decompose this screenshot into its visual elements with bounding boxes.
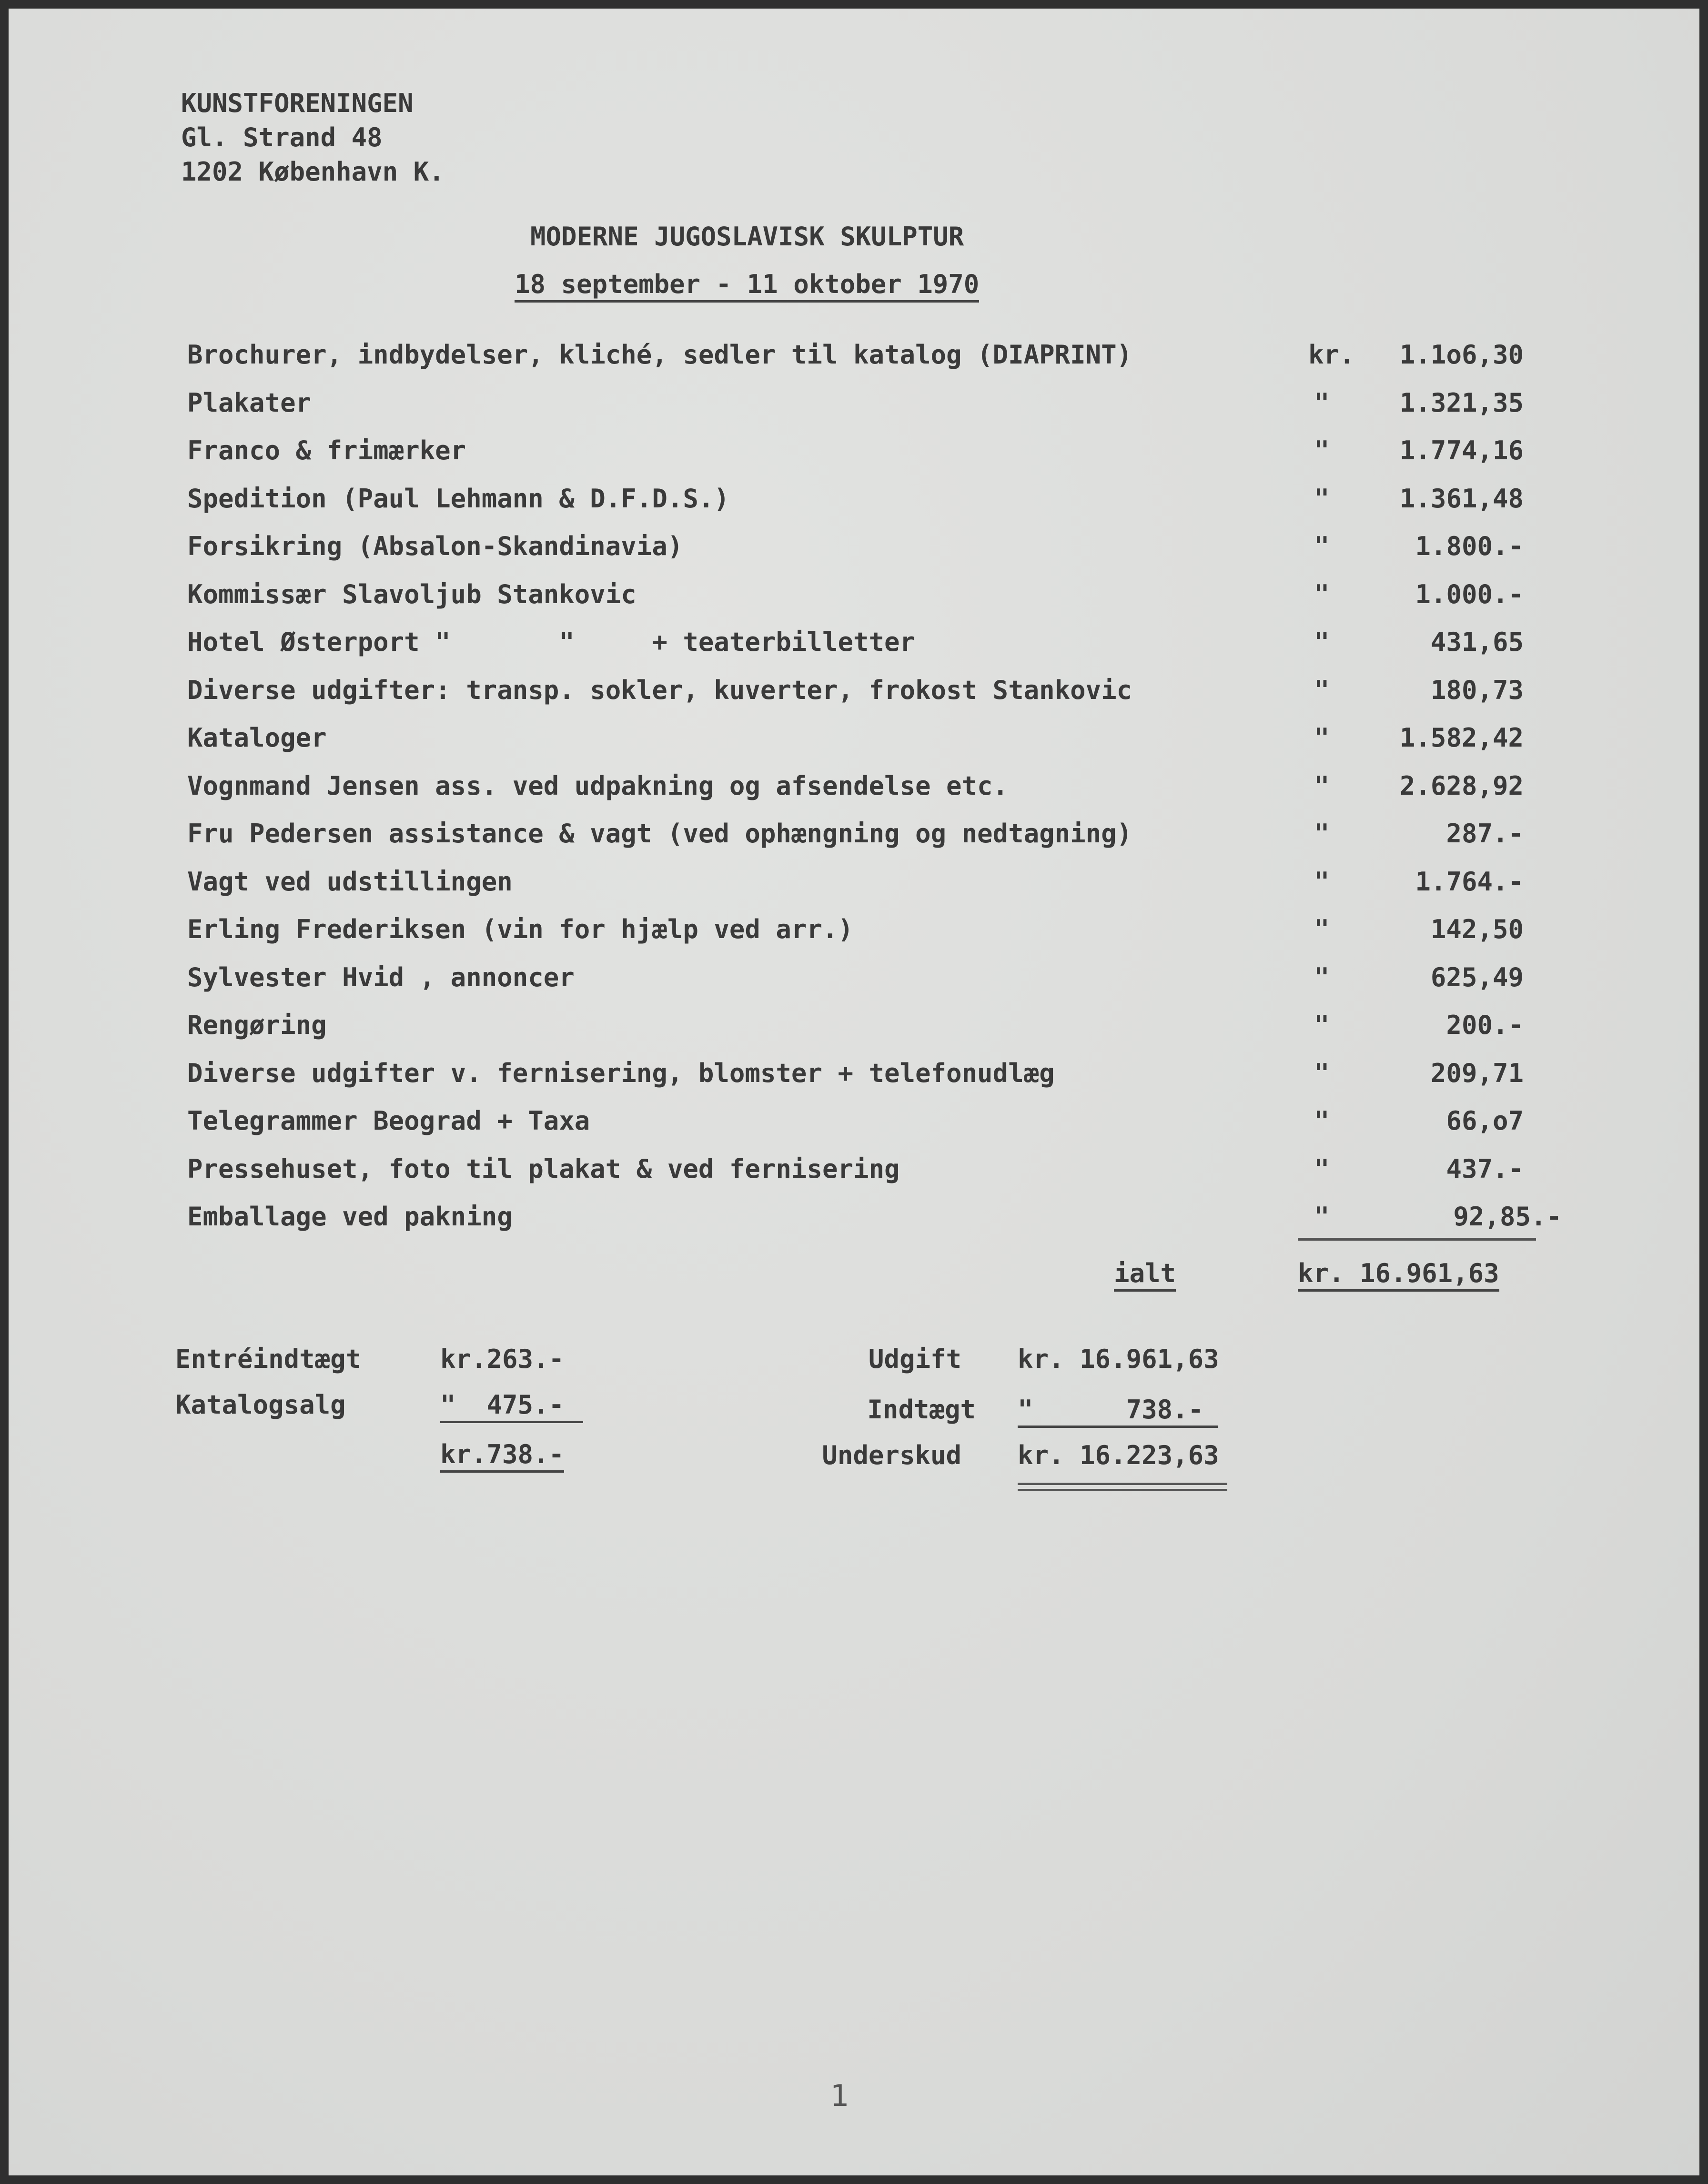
expense-label: Diverse udgifter v. fernisering, blomster + telefonudlæg bbox=[187, 1058, 1055, 1088]
expense-amount: 1.582,42 bbox=[1399, 723, 1524, 753]
summary-label-udgift: Udgift bbox=[868, 1344, 961, 1374]
expense-label: Vagt ved udstillingen bbox=[187, 867, 513, 897]
income-label-katalog: Katalogsalg bbox=[175, 1390, 346, 1420]
org-street: Gl. Strand 48 bbox=[181, 122, 383, 152]
expense-mark: " bbox=[1314, 1010, 1330, 1040]
expense-mark: " bbox=[1314, 675, 1330, 705]
summary-label-indtaegt: Indtægt bbox=[867, 1395, 976, 1425]
exhibition-title: MODERNE JUGOSLAVISK SKULPTUR bbox=[530, 222, 964, 252]
expense-mark: " bbox=[1314, 1106, 1330, 1136]
expense-label: Emballage ved pakning bbox=[187, 1202, 513, 1232]
expense-amount: 1.774,16 bbox=[1399, 435, 1524, 465]
expense-label: Telegrammer Beograd + Taxa bbox=[187, 1106, 590, 1136]
expense-amount: 1.800.- bbox=[1415, 531, 1524, 561]
expense-label: Diverse udgifter: transp. sokler, kuverter, frokost Stankovic bbox=[187, 675, 1132, 705]
expense-mark: " bbox=[1314, 1154, 1330, 1184]
expense-amount: 287.- bbox=[1446, 819, 1524, 849]
expense-label: Fru Pedersen assistance & vagt (ved ophængning og nedtagning) bbox=[187, 819, 1132, 849]
total-value: kr. 16.961,63 bbox=[1298, 1261, 1499, 1292]
expense-mark: kr. bbox=[1308, 340, 1355, 370]
total-rule bbox=[1298, 1238, 1536, 1241]
expense-mark: " bbox=[1314, 914, 1330, 944]
income-value-katalog: " 475.- bbox=[440, 1392, 583, 1423]
expense-label: Spedition (Paul Lehmann & D.F.D.S.) bbox=[187, 484, 729, 514]
expense-amount: 1.764.- bbox=[1415, 867, 1524, 897]
expense-mark: " bbox=[1314, 1202, 1330, 1232]
expense-mark: " bbox=[1314, 627, 1330, 657]
expense-amount: 1.361,48 bbox=[1399, 484, 1524, 514]
expense-amount: 1.1o6,30 bbox=[1399, 340, 1524, 370]
expense-label: Brochurer, indbydelser, kliché, sedler til katalog (DIAPRINT) bbox=[187, 340, 1132, 370]
expense-amount: 66,o7 bbox=[1446, 1106, 1524, 1136]
expense-label: Erling Frederiksen (vin for hjælp ved arr.) bbox=[187, 914, 853, 944]
expense-amount: 437.- bbox=[1446, 1154, 1524, 1184]
expense-amount: 1.000.- bbox=[1415, 579, 1524, 609]
summary-value-udgift: kr. 16.961,63 bbox=[1018, 1344, 1219, 1374]
income-sum: kr.738.- bbox=[440, 1442, 564, 1473]
expense-label: Rengøring bbox=[187, 1010, 327, 1040]
expense-label: Kommissær Slavoljub Stankovic bbox=[187, 579, 637, 609]
expense-label: Franco & frimærker bbox=[187, 435, 466, 465]
expense-label: Sylvester Hvid , annoncer bbox=[187, 962, 575, 992]
expense-label: Pressehuset, foto til plakat & ved fernisering bbox=[187, 1154, 900, 1184]
summary-label-underskud: Underskud bbox=[822, 1440, 961, 1470]
expense-label: Vognmand Jensen ass. ved udpakning og afsendelse etc. bbox=[187, 771, 1009, 801]
org-name: KUNSTFORENINGEN bbox=[181, 88, 414, 118]
expense-mark: " bbox=[1314, 723, 1330, 753]
expense-label: Kataloger bbox=[187, 723, 327, 753]
income-value-entre: kr.263.- bbox=[440, 1344, 565, 1374]
page-number: 1 bbox=[830, 2078, 849, 2113]
expense-mark: " bbox=[1314, 531, 1330, 561]
expense-mark: " bbox=[1314, 1058, 1330, 1088]
expense-label: Plakater bbox=[187, 388, 312, 418]
expense-amount: 431,65 bbox=[1430, 627, 1524, 657]
expense-mark: " bbox=[1314, 388, 1330, 418]
underskud-double-rule bbox=[1018, 1483, 1227, 1491]
exhibition-dates: 18 september - 11 oktober 1970 bbox=[515, 272, 979, 303]
expense-label: Forsikring (Absalon-Skandinavia) bbox=[187, 531, 683, 561]
expense-mark: " bbox=[1314, 867, 1330, 897]
total-label: ialt bbox=[1114, 1261, 1176, 1292]
summary-value-underskud: kr. 16.223,63 bbox=[1018, 1440, 1219, 1470]
income-label-entre: Entréindtægt bbox=[175, 1344, 362, 1374]
org-city: 1202 København K. bbox=[181, 157, 445, 187]
expense-amount: 180,73 bbox=[1430, 675, 1524, 705]
summary-value-indtaegt: " 738.- bbox=[1018, 1397, 1218, 1428]
expense-mark: " bbox=[1314, 771, 1330, 801]
document-page bbox=[9, 9, 1699, 2175]
expense-mark: " bbox=[1314, 962, 1330, 992]
expense-amount: 209,71 bbox=[1430, 1058, 1524, 1088]
expense-label: Hotel Østerport " " + teaterbilletter bbox=[187, 627, 916, 657]
expense-amount: 142,50 bbox=[1430, 914, 1524, 944]
expense-amount: 200.- bbox=[1446, 1010, 1524, 1040]
expense-mark: " bbox=[1314, 435, 1330, 465]
expense-mark: " bbox=[1314, 484, 1330, 514]
expense-mark: " bbox=[1314, 579, 1330, 609]
expense-mark: " bbox=[1314, 819, 1330, 849]
expense-amount: 1.321,35 bbox=[1399, 388, 1524, 418]
expense-amount: 625,49 bbox=[1430, 962, 1524, 992]
expense-amount: 2.628,92 bbox=[1399, 771, 1524, 801]
expense-amount: 92,85.- bbox=[1453, 1202, 1562, 1232]
